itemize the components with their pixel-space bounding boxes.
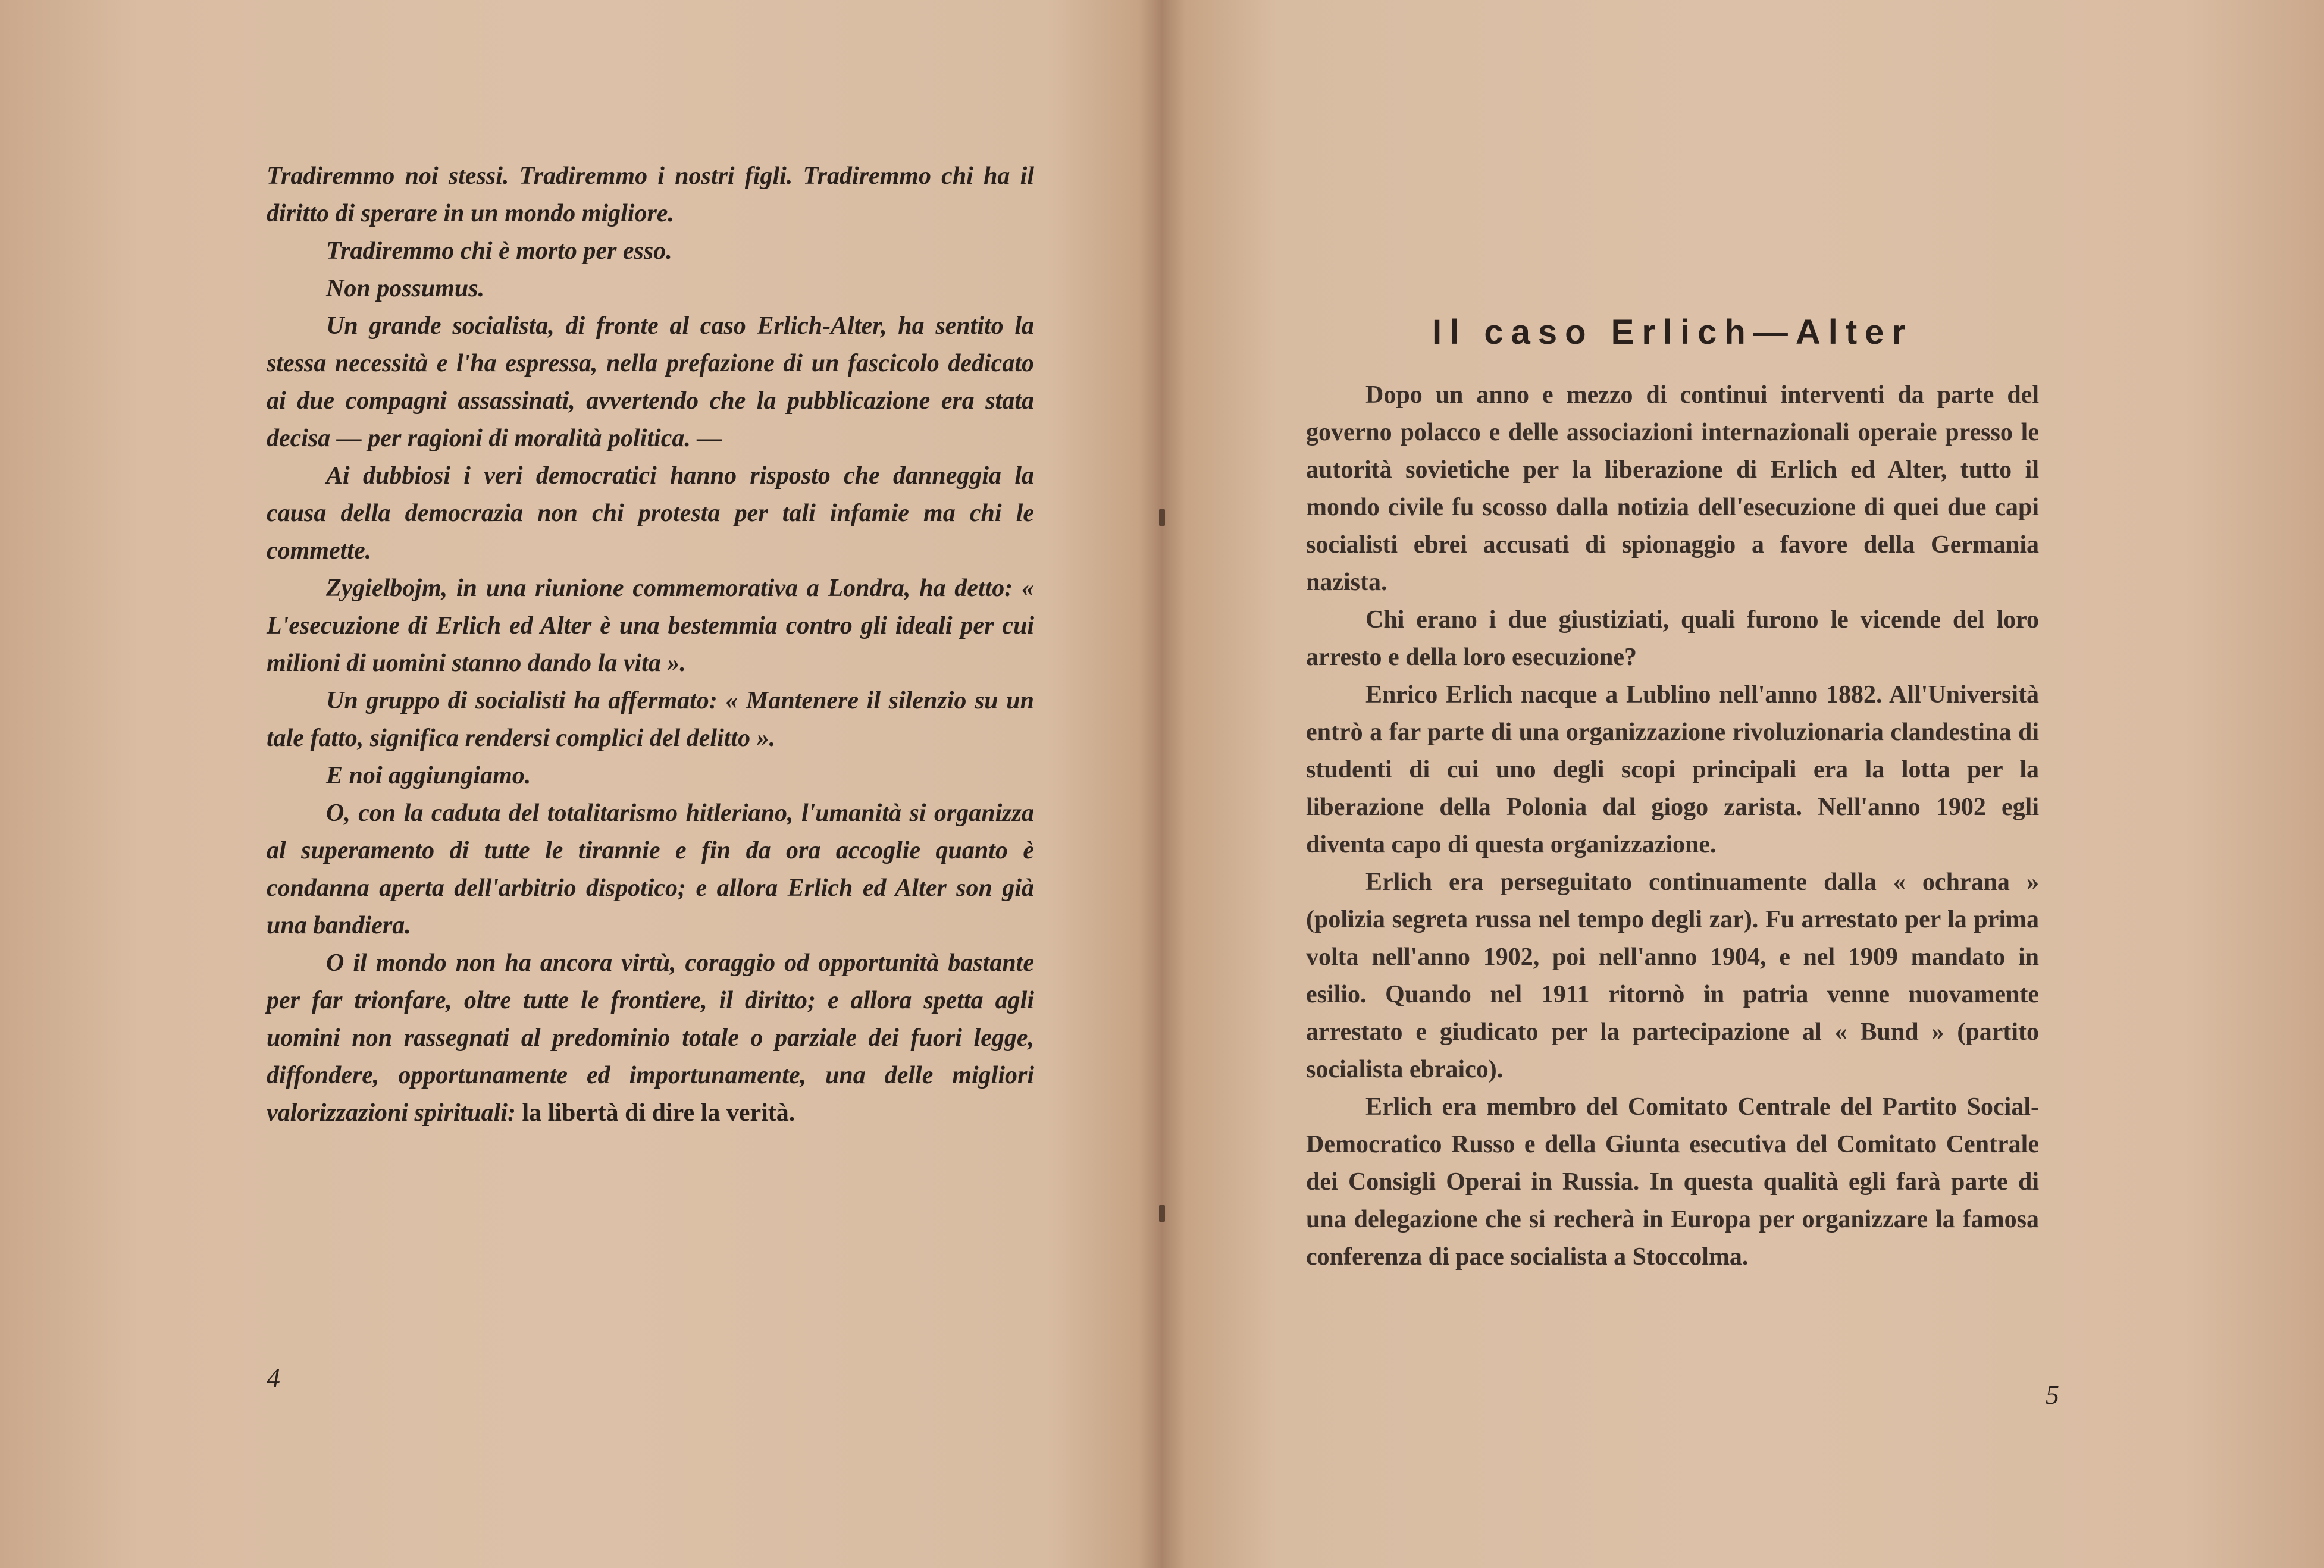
- paragraph: Tradiremmo noi stessi. Tradiremmo i nostri figli. Tradiremmo chi ha il diritto di sperare in un mondo migliore.: [267, 162, 1034, 227]
- paragraph: Un grande socialista, di fronte al caso Erlich-Alter, ha sentito la stessa necessità e l'ha espressa, nella prefazione di un fascicolo dedicato ai due compagni assassinati, avvertendo che la pubblicazione era stata decisa — per ragioni di moralità politica. —: [267, 312, 1034, 452]
- paragraph: O, con la caduta del totalitarismo hitleriano, l'umanità si organizza al superamento di tutte le tirannie e fin da ora accoglie quanto è condanna aperta dell'arbitrio dispotico; e allora Erlich ed Alter son già una bandiera.: [267, 799, 1034, 939]
- paragraph: Dopo un anno e mezzo di continui interventi da parte del governo polacco e delle associazioni internazionali operaie presso le autorità sovietiche per la liberazione di Erlich ed Alter, tutto il mondo civile fu scosso dalla notizia dell'esecuzione di quei due capi socialisti ebrei accusati di spionaggio a favore della Germania nazista.: [1306, 381, 2039, 596]
- paragraph: Zygielbojm, in una riunione commemorativa a Londra, ha detto: « L'esecuzione di Erlich ed Alter è una bestemmia contro gli ideali per cui milioni di uomini stanno dando la vita ».: [267, 575, 1034, 677]
- page-number: 4: [267, 1363, 280, 1393]
- paragraph: Erlich era perseguitato continuamente dalla « ochrana » (polizia segreta russa nel tempo degli zar). Fu arrestato per la prima volta nell'anno 1902, poi nell'anno 1904, e nel 1909 mandato in esilio. Quando nel 1911 ritornò in patria venne nuovamente arrestato e giudicato per la partecipazione al « Bund » (partito socialista ebraico).: [1306, 868, 2039, 1083]
- left-text-column: [267, 158, 1034, 1132]
- page-number: 5: [2046, 1379, 2059, 1410]
- right-page: [1162, 0, 2324, 1568]
- paragraph-last: [267, 945, 1034, 1132]
- paragraph: Tradiremmo chi è morto per esso.: [326, 237, 672, 265]
- chapter-heading: Il caso Erlich—Alter: [1432, 313, 1913, 352]
- paragraph-last-upright: la libertà di dire la verità.: [522, 1099, 795, 1127]
- right-text-column: [1306, 377, 2039, 1276]
- paragraph: Ai dubbiosi i veri democratici hanno risposto che danneggia la causa della democrazia non chi protesta per tali infamie ma chi le commette.: [267, 462, 1034, 565]
- paragraph: Enrico Erlich nacque a Lublino nell'anno 1882. All'Università entrò a far parte di una organizzazione rivoluzionaria clandestina di studenti di cui uno degli scopi principali era la lotta per la liberazione della Polonia dal giogo zarista. Nell'anno 1902 egli diventa capo di questa organizzazione.: [1306, 681, 2039, 858]
- paragraph-last-italic: O il mondo non ha ancora virtù, coraggio od opportunità bastante per far trionfare, oltre tutte le frontiere, il diritto; e allora spetta agli uomini non rassegnati al predominio totale o parziale dei fuori legge, diffondere, opportunamente ed importunamente, una delle migliori valorizzazioni spirituali:: [267, 949, 1034, 1127]
- paragraph: Non possumus.: [326, 275, 485, 302]
- paragraph: E noi aggiungiamo.: [326, 762, 531, 789]
- paragraph: Chi erano i due giustiziati, quali furono le vicende del loro arresto e della loro esecuzione?: [1306, 606, 2039, 671]
- paragraph: Un gruppo di socialisti ha affermato: « Mantenere il silenzio su un tale fatto, significa rendersi complici del delitto ».: [267, 687, 1034, 752]
- paragraph: Erlich era membro del Comitato Centrale del Partito Social-Democratico Russo e della Giunta esecutiva del Comitato Centrale dei Consigli Operai in Russia. In questa qualità egli farà parte di una delegazione che si recherà in Europa per organizzare la famosa conferenza di pace socialista a Stoccolma.: [1306, 1093, 2039, 1271]
